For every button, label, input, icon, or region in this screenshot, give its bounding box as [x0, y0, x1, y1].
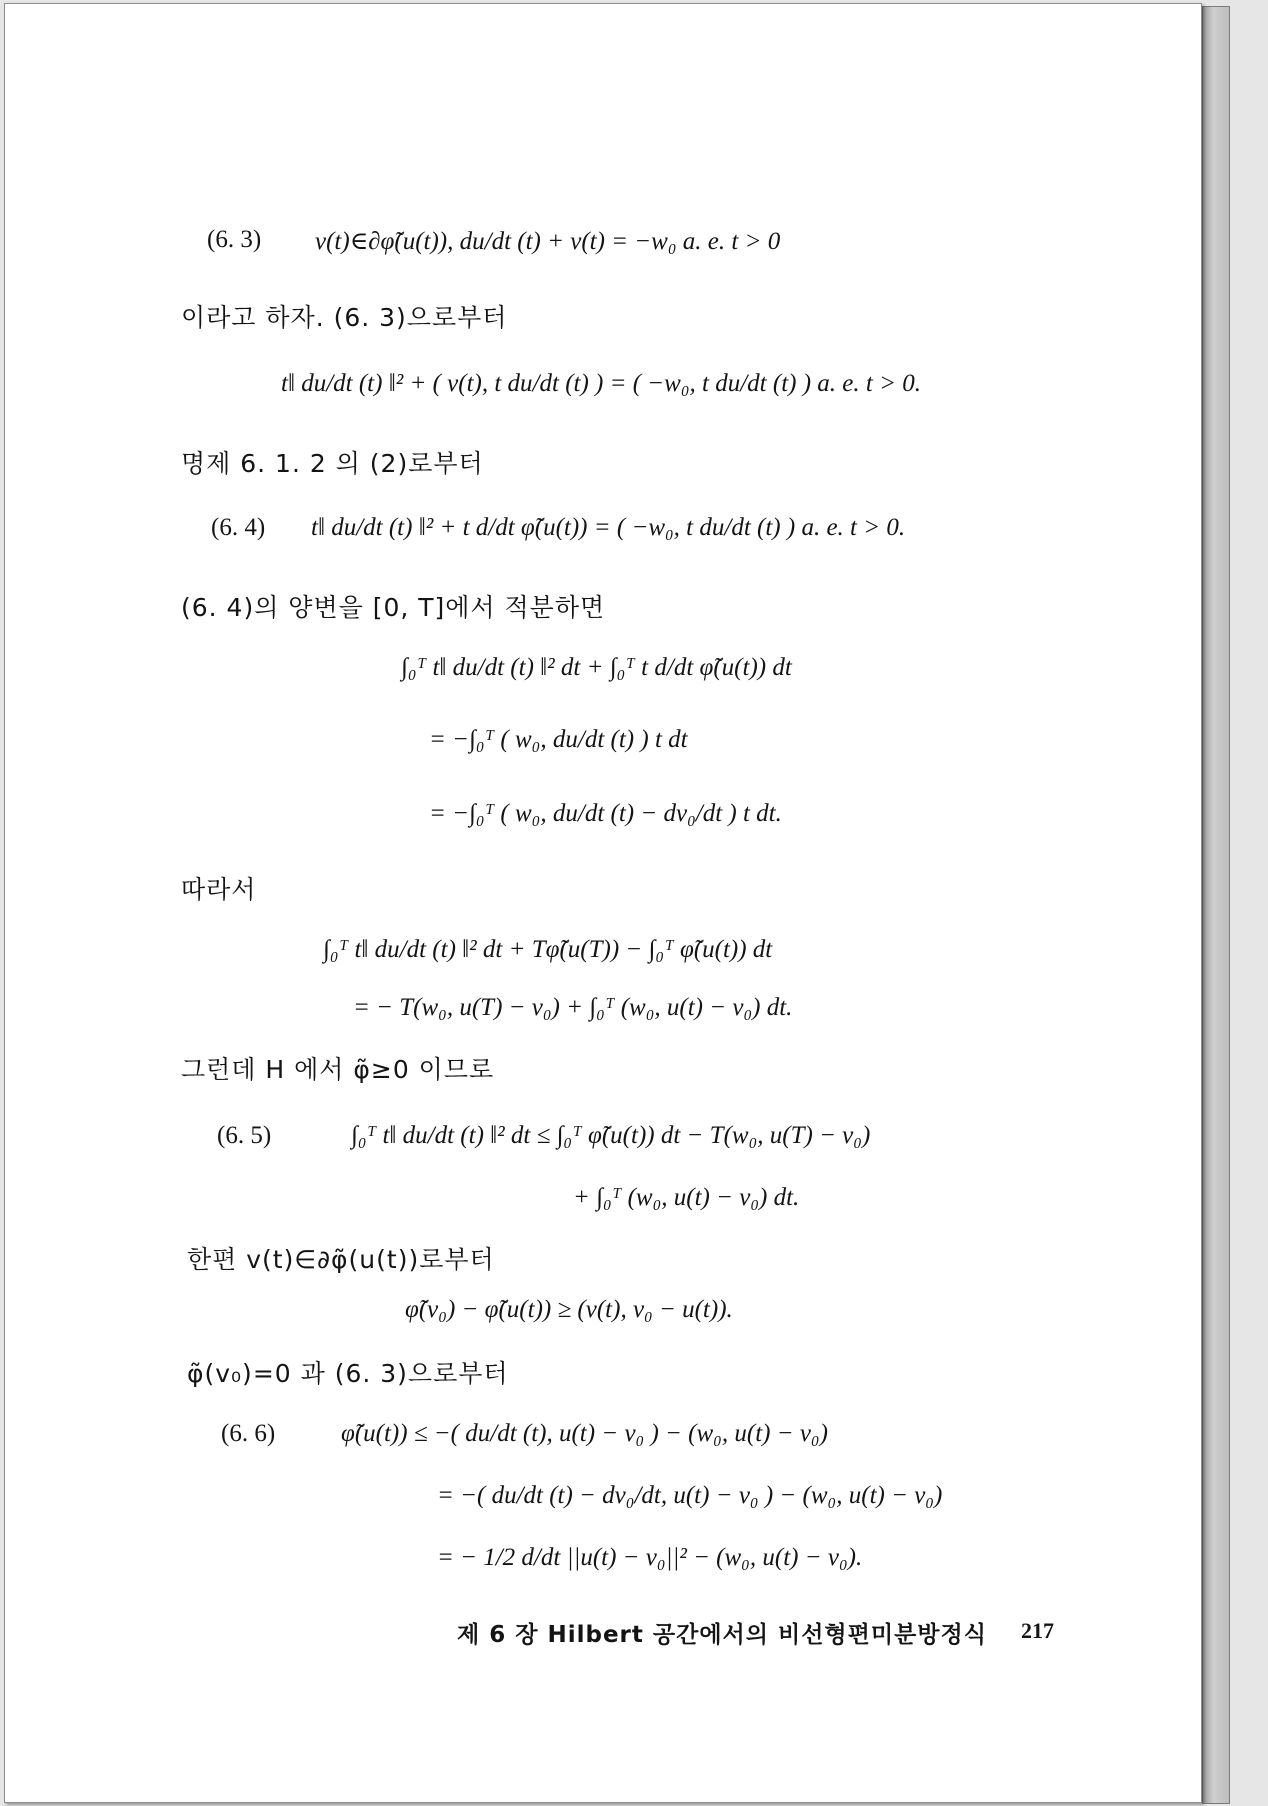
eq-label-6-5: (6. 5): [217, 1122, 272, 1149]
eq-label-6-3: (6. 3): [207, 226, 262, 253]
paragraph-text: (6. 4)의 양변을 [0, T]에서 적분하면: [181, 593, 606, 622]
equation-6-5: ∫₀ᵀ t‖ du/dt (t) ‖² dt ≤ ∫₀ᵀ φ̃(u(t)) dt − T(w₀, u(T) − v₀): [351, 1122, 871, 1149]
paragraph-text: φ̃(v₀)=0 과 (6. 3)으로부터: [187, 1359, 509, 1388]
eq-label-6-4: (6. 4): [211, 514, 266, 541]
paragraph-text: 따라서: [181, 875, 257, 904]
running-title: 제 6 장 Hilbert 공간에서의 비선형편미분방정식: [457, 1622, 987, 1648]
paragraph-text: 이라고 하자. (6. 3)으로부터: [181, 303, 508, 332]
equation-line: = − T(w₀, u(T) − v₀) + ∫₀ᵀ (w₀, u(t) − v₀) dt.: [353, 994, 793, 1021]
paragraph-text: 그런데 H 에서 φ̃≥0 이므로: [181, 1055, 495, 1084]
equation-line: ∫₀ᵀ t‖ du/dt (t) ‖² dt + Tφ̃(u(T)) − ∫₀ᵀ φ̃(u(t)) dt: [323, 936, 773, 963]
page-number: 217: [1021, 1618, 1054, 1643]
equation-line: = −∫₀ᵀ ( w₀, du/dt (t) − dv₀/dt ) t dt.: [429, 800, 782, 827]
book-page: [4, 3, 1202, 1803]
equation-line: ∫₀ᵀ t‖ du/dt (t) ‖² dt + ∫₀ᵀ t d/dt φ̃(u(t)) dt: [401, 654, 792, 681]
equation-6-5-cont: + ∫₀ᵀ (w₀, u(t) − v₀) dt.: [573, 1184, 800, 1211]
paragraph-text: 한편 v(t)∈∂φ̃(u(t))로부터: [187, 1245, 495, 1274]
equation-display: t‖ du/dt (t) ‖² + ( v(t), t du/dt (t) ) = ( −w₀, t du/dt (t) ) a. e. t > 0.: [281, 370, 921, 397]
paragraph-text: 명제 6. 1. 2 의 (2)로부터: [181, 449, 484, 478]
equation-line: = − 1/2 d/dt ||u(t) − v₀||² − (w₀, u(t) − v₀).: [437, 1544, 863, 1571]
equation-6-6: φ̃(u(t)) ≤ −( du/dt (t), u(t) − v₀ ) − (w₀, u(t) − v₀): [341, 1420, 828, 1447]
equation-line: = −( du/dt (t) − dv₀/dt, u(t) − v₀ ) − (w₀, u(t) − v₀): [437, 1482, 943, 1509]
equation-line: = −∫₀ᵀ ( w₀, du/dt (t) ) t dt: [429, 726, 688, 753]
equation-display: φ̃(v₀) − φ̃(u(t)) ≥ (v(t), v₀ − u(t)).: [405, 1296, 733, 1323]
equation-6-3: v(t)∈∂φ̃(u(t)), du/dt (t) + v(t) = −w₀ a. e. t > 0: [315, 228, 781, 255]
eq-label-6-6: (6. 6): [221, 1420, 276, 1447]
equation-6-4: t‖ du/dt (t) ‖² + t d/dt φ̃(u(t)) = ( −w₀, t du/dt (t) ) a. e. t > 0.: [311, 514, 906, 541]
page-edge-shadow: [1202, 6, 1230, 1804]
